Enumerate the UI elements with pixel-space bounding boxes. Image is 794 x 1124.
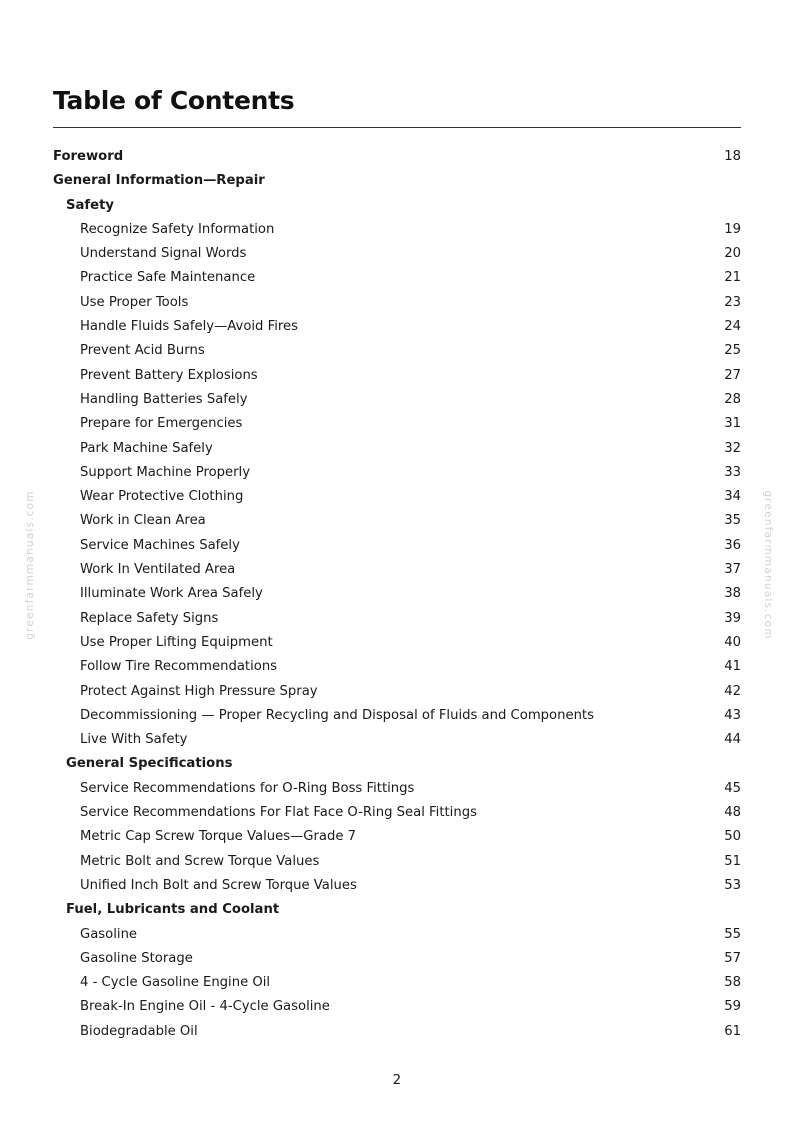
toc-entry[interactable]	[53, 558, 741, 582]
page-number: 2	[392, 1073, 402, 1088]
toc-entry-page-number: 19	[724, 221, 741, 237]
toc-entry-page-number: 36	[724, 537, 741, 553]
toc-entry-page-number: 31	[724, 416, 741, 432]
toc-entry-title: Safety	[66, 197, 114, 213]
toc-entry-title: Handle Fluids Safely—Avoid Fires	[80, 319, 299, 335]
toc-entry[interactable]	[53, 534, 741, 558]
toc-entry[interactable]	[53, 825, 741, 849]
toc-entry-page-number: 21	[724, 270, 741, 286]
toc-entry-title: Park Machine Safely	[80, 440, 213, 456]
toc-entry-title: Service Recommendations For Flat Face O-Ring Seal Fittings	[80, 805, 477, 821]
toc-entry[interactable]	[53, 850, 741, 874]
toc-entry[interactable]	[53, 412, 741, 436]
toc-entry[interactable]	[53, 923, 741, 947]
toc-entry[interactable]	[53, 631, 741, 655]
toc-entry-title: Biodegradable Oil	[80, 1023, 198, 1039]
toc-entry-page-number: 53	[724, 877, 741, 893]
toc-entry[interactable]	[53, 218, 741, 242]
toc-entry-page-number: 27	[724, 367, 741, 383]
toc-entry-title: Metric Cap Screw Torque Values—Grade 7	[80, 829, 357, 845]
toc-entry-title: Gasoline	[80, 926, 138, 942]
toc-entry-title: General Specifications	[66, 756, 233, 772]
toc-section-heading[interactable]	[53, 145, 741, 169]
toc-entry[interactable]	[53, 971, 741, 995]
toc-entry-page-number: 51	[724, 853, 741, 869]
toc-entry-title: Gasoline Storage	[80, 950, 193, 966]
toc-entry[interactable]	[53, 582, 741, 606]
toc-entry-page-number: 43	[724, 707, 741, 723]
toc-entry-page-number: 18	[724, 149, 741, 164]
toc-entry-page-number: 20	[724, 246, 741, 262]
watermark-right: greenfarmmanuals.com	[762, 490, 774, 640]
toc-entry-title: Work In Ventilated Area	[80, 562, 236, 578]
toc-entry-title: Prevent Acid Burns	[80, 343, 205, 359]
toc-entry-page-number: 35	[724, 513, 741, 529]
toc-entry-title: Service Machines Safely	[80, 537, 240, 553]
toc-entry-title: Live With Safety	[80, 732, 188, 748]
toc-entry-title: Recognize Safety Information	[80, 221, 275, 237]
toc-entry-page-number: 44	[724, 732, 741, 748]
toc-entry[interactable]	[53, 801, 741, 825]
toc-entry[interactable]	[53, 947, 741, 971]
toc-entry-page-number: 38	[724, 586, 741, 602]
toc-entry-title: Prepare for Emergencies	[80, 416, 243, 432]
toc-entry[interactable]	[53, 1020, 741, 1044]
toc-entry-title: Support Machine Properly	[80, 464, 251, 480]
toc-entry-title: Decommissioning — Proper Recycling and Disposal of Fluids and Components	[80, 707, 594, 723]
toc-section-heading[interactable]	[53, 194, 741, 218]
toc-entry[interactable]	[53, 364, 741, 388]
toc-entry-page-number: 42	[724, 683, 741, 699]
toc-entry-title: Wear Protective Clothing	[80, 489, 244, 505]
toc-entry-title: Practice Safe Maintenance	[80, 270, 256, 286]
toc-entry-page-number: 25	[724, 343, 741, 359]
toc-entry-title: Unified Inch Bolt and Screw Torque Values	[80, 877, 357, 893]
toc-entry[interactable]	[53, 680, 741, 704]
toc-entry-title: Illuminate Work Area Safely	[80, 586, 263, 602]
toc-entry-page-number: 32	[724, 440, 741, 456]
toc-entry[interactable]	[53, 704, 741, 728]
toc-entry-title: Understand Signal Words	[80, 246, 247, 262]
table-of-contents	[53, 145, 741, 1044]
toc-entry-title: Replace Safety Signs	[80, 610, 219, 626]
toc-entry-page-number: 41	[724, 659, 741, 675]
toc-entry-page-number: 45	[724, 780, 741, 796]
toc-entry-page-number: 33	[724, 464, 741, 480]
toc-entry-page-number: 40	[724, 634, 741, 650]
toc-section-heading[interactable]	[53, 169, 741, 193]
toc-entry-title: Break-In Engine Oil - 4-Cycle Gasoline	[80, 999, 330, 1015]
toc-entry-page-number: 34	[724, 489, 741, 505]
toc-entry-title: Fuel, Lubricants and Coolant	[66, 902, 280, 918]
toc-entry[interactable]	[53, 242, 741, 266]
toc-section-heading[interactable]	[53, 752, 741, 776]
toc-entry-page-number: 55	[724, 926, 741, 942]
toc-entry-title: Service Recommendations for O-Ring Boss Fittings	[80, 780, 415, 796]
toc-entry-page-number: 50	[724, 829, 741, 845]
toc-entry-page-number: 57	[724, 950, 741, 966]
toc-entry[interactable]	[53, 291, 741, 315]
toc-entry[interactable]	[53, 461, 741, 485]
toc-entry-title: 4 - Cycle Gasoline Engine Oil	[80, 975, 271, 991]
toc-entry-page-number: 28	[724, 391, 741, 407]
toc-entry[interactable]	[53, 995, 741, 1019]
toc-entry[interactable]	[53, 437, 741, 461]
watermark-left: greenfarmmanuals.com	[24, 490, 36, 640]
toc-entry-title: Follow Tire Recommendations	[80, 659, 278, 675]
toc-entry-title: Use Proper Lifting Equipment	[80, 634, 273, 650]
toc-entry[interactable]	[53, 339, 741, 363]
toc-entry-title: Use Proper Tools	[80, 294, 189, 310]
toc-entry-page-number: 58	[724, 975, 741, 991]
toc-entry[interactable]	[53, 509, 741, 533]
toc-entry-title: Handling Batteries Safely	[80, 391, 248, 407]
toc-entry[interactable]	[53, 777, 741, 801]
toc-entry-page-number: 37	[724, 562, 741, 578]
toc-entry-title: Metric Bolt and Screw Torque Values	[80, 853, 320, 869]
toc-entry[interactable]	[53, 266, 741, 290]
page-title: Table of Contents	[53, 86, 295, 115]
toc-entry-page-number: 59	[724, 999, 741, 1015]
toc-entry[interactable]	[53, 607, 741, 631]
toc-entry-page-number: 23	[724, 294, 741, 310]
toc-entry[interactable]	[53, 728, 741, 752]
toc-entry[interactable]	[53, 315, 741, 339]
toc-entry-title: Foreword	[53, 149, 124, 164]
title-divider	[53, 127, 741, 128]
toc-entry[interactable]	[53, 655, 741, 679]
toc-entry[interactable]	[53, 485, 741, 509]
toc-entry[interactable]	[53, 388, 741, 412]
toc-section-heading[interactable]	[53, 898, 741, 922]
toc-entry-title: Protect Against High Pressure Spray	[80, 683, 318, 699]
toc-entry-page-number: 61	[724, 1023, 741, 1039]
toc-entry-page-number: 39	[724, 610, 741, 626]
toc-entry-page-number: 48	[724, 805, 741, 821]
toc-entry[interactable]	[53, 874, 741, 898]
toc-entry-title: Prevent Battery Explosions	[80, 367, 258, 383]
toc-entry-page-number: 24	[724, 319, 741, 335]
toc-entry-title: Work in Clean Area	[80, 513, 206, 529]
toc-entry-title: General Information—Repair	[53, 173, 265, 189]
